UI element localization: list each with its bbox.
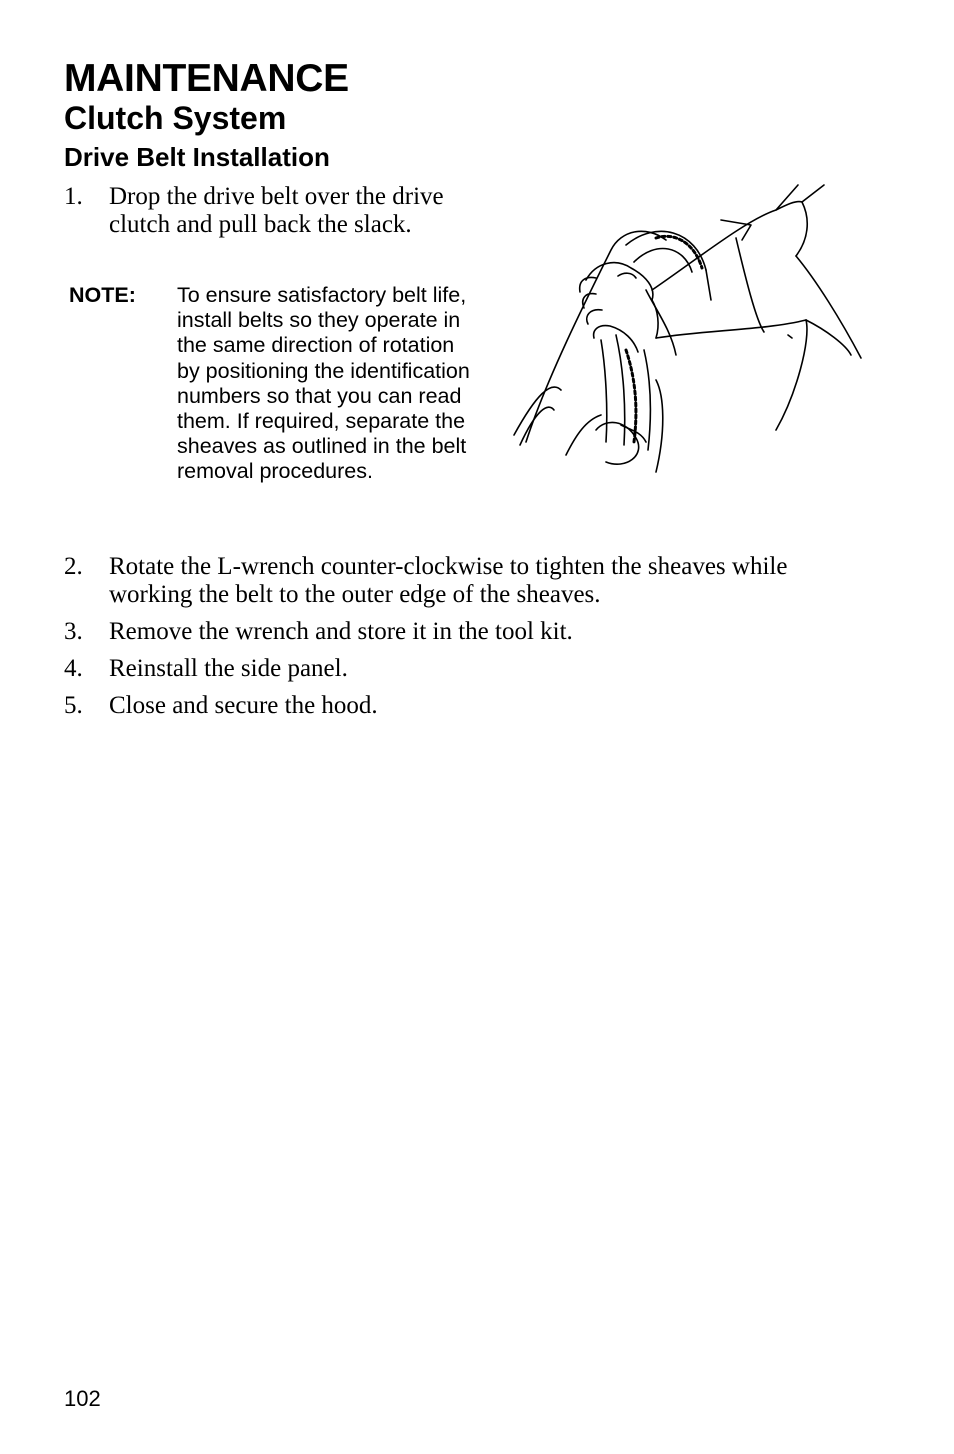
step-text: Reinstall the side panel.	[109, 655, 348, 682]
step-number: 5.	[64, 692, 83, 719]
chapter-title: MAINTENANCE	[64, 57, 349, 100]
step-number: 3.	[64, 618, 83, 645]
hand-installing-drive-belt-illustration	[506, 180, 866, 480]
step-number: 1.	[64, 183, 83, 210]
note-text: To ensure satisfactory belt life, install belts so they operate in the same direction of rotation by positioning the identification numbers so that you can read them. If required, separate the sheaves as outlined in the belt removal procedures.	[177, 283, 470, 484]
section-title: Clutch System	[64, 100, 287, 136]
step-text: Drop the drive belt over the drive clutch and pull back the slack.	[109, 183, 444, 238]
step-text: Rotate the L-wrench counter-clockwise to tighten the sheaves while working the belt to the outer edge of the sheaves.	[109, 553, 788, 608]
note-label: NOTE:	[69, 283, 136, 307]
step-text: Remove the wrench and store it in the tool kit.	[109, 618, 573, 645]
page-number: 102	[64, 1386, 101, 1411]
step-number: 4.	[64, 655, 83, 682]
step-text: Close and secure the hood.	[109, 692, 378, 719]
step-number: 2.	[64, 553, 83, 580]
subsection-title: Drive Belt Installation	[64, 142, 330, 172]
